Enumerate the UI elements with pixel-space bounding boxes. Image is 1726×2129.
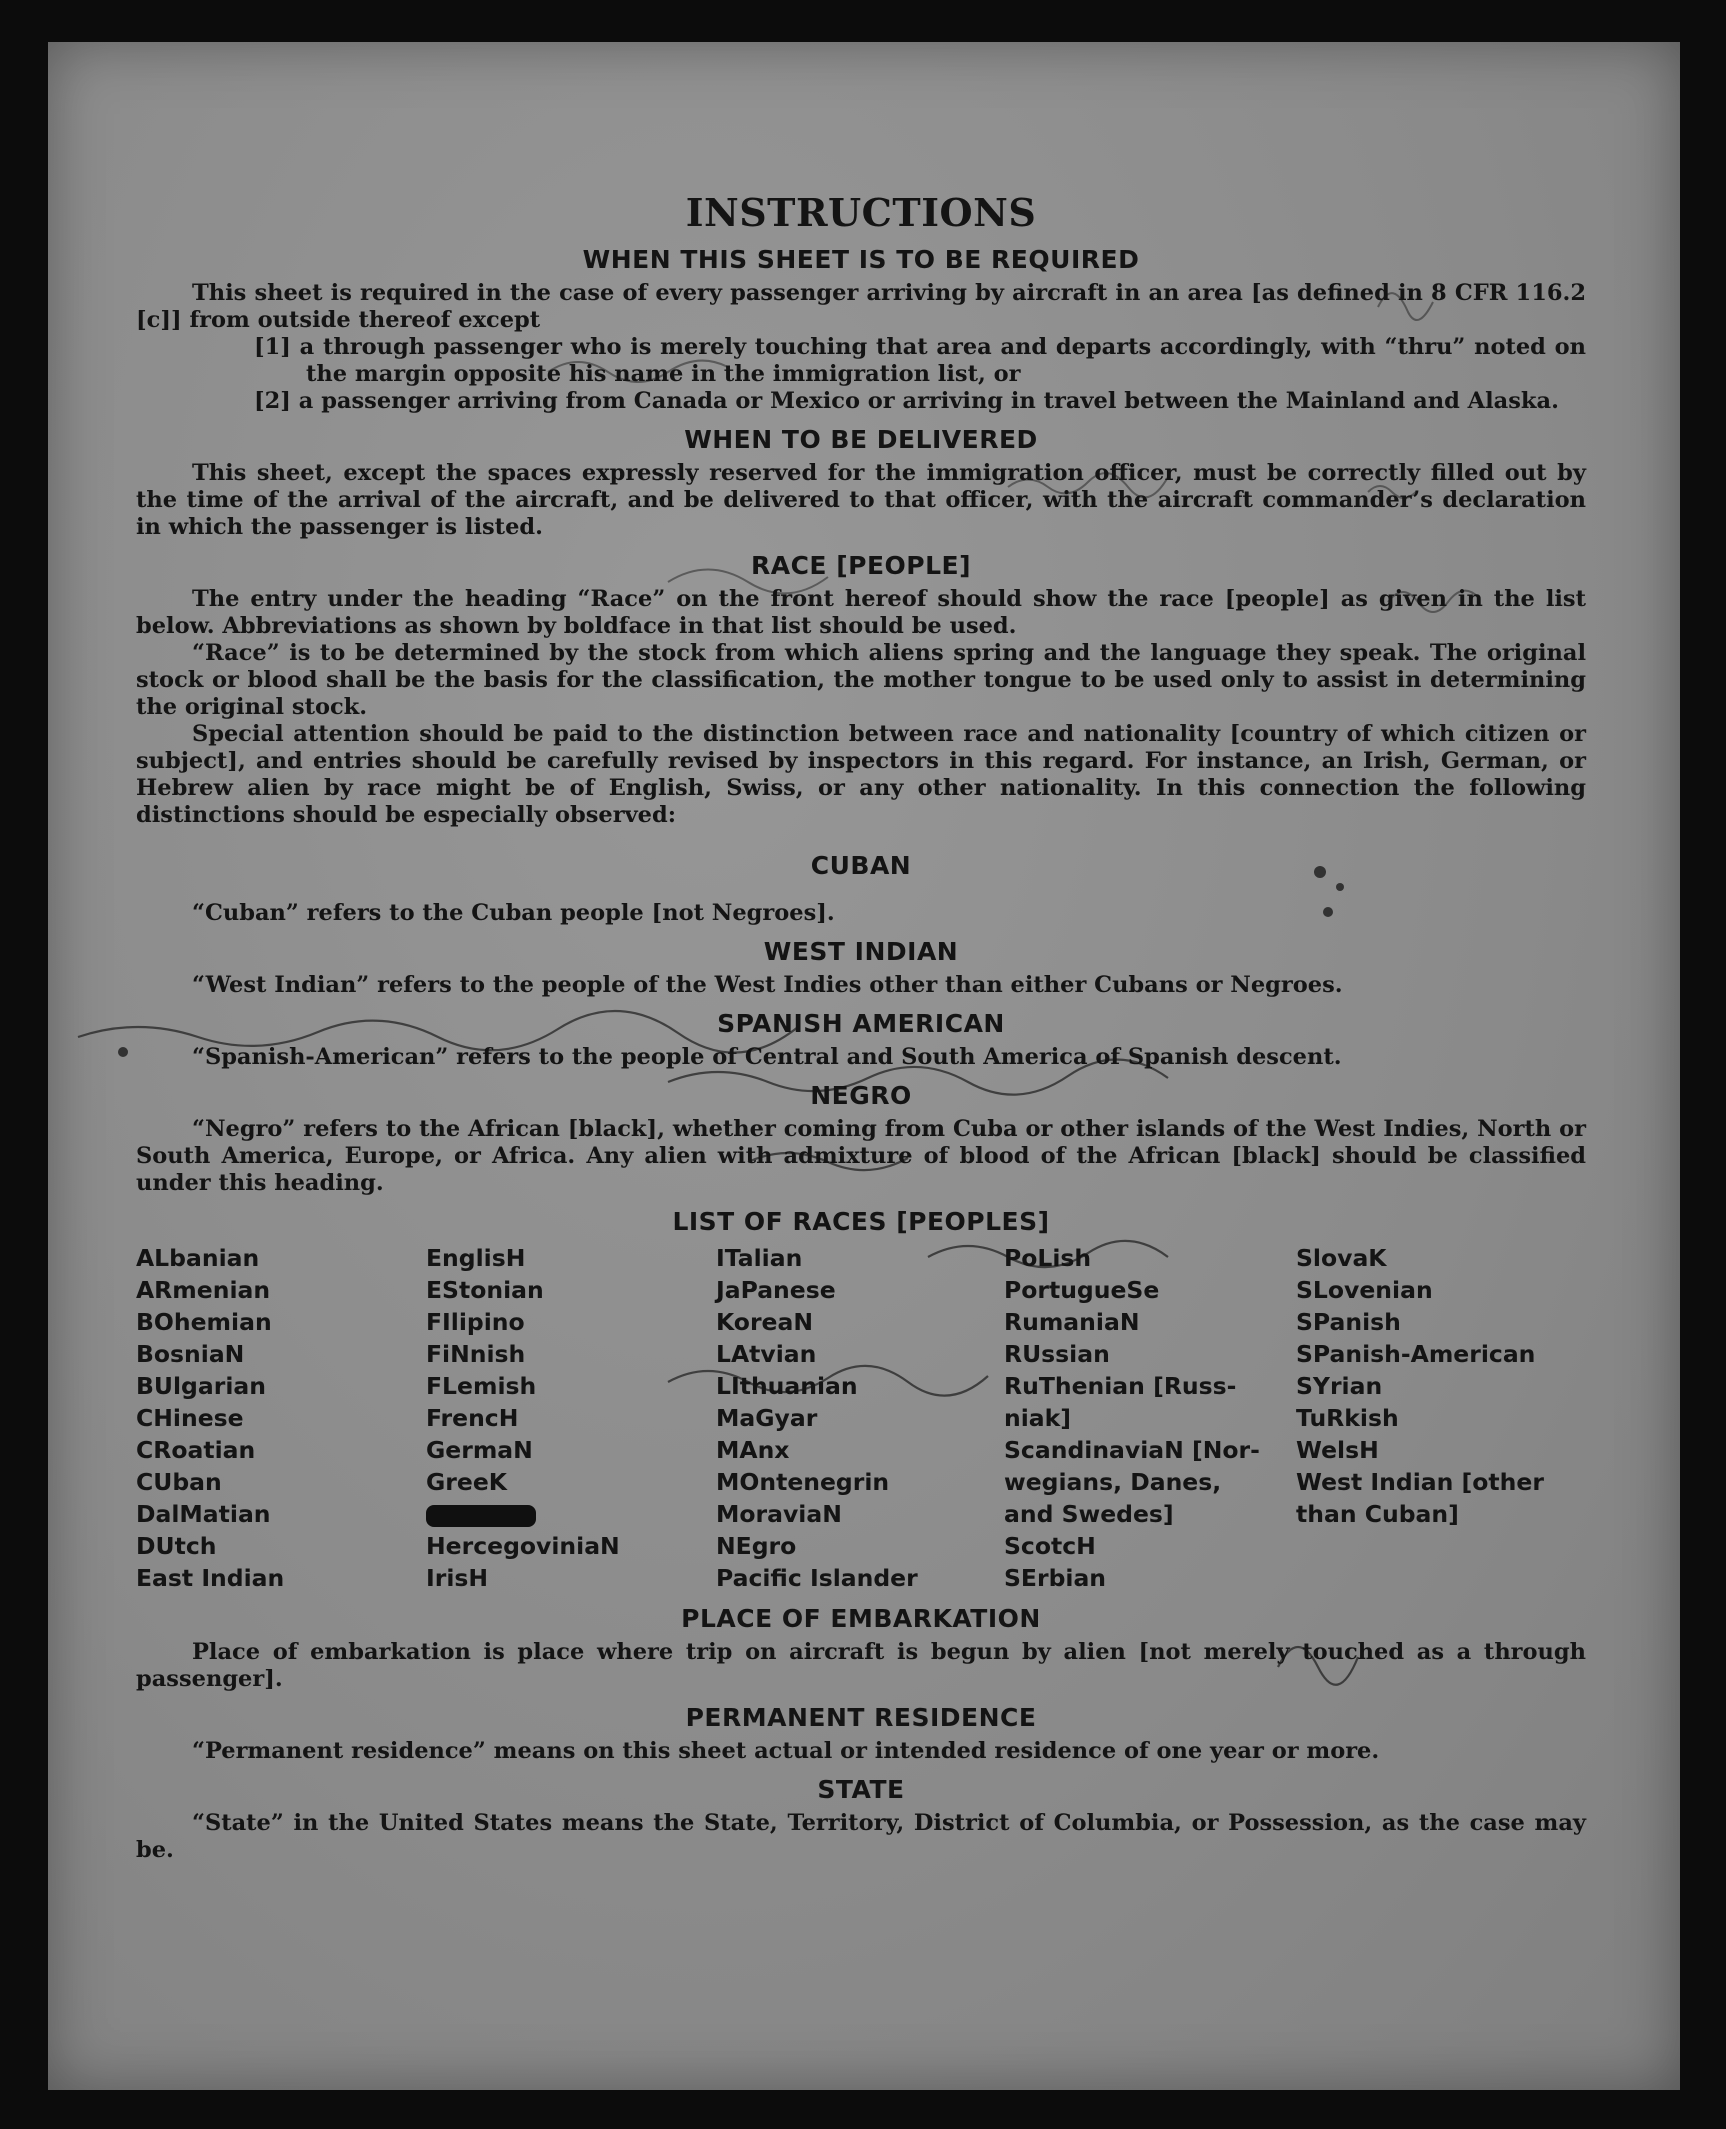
race-paragraph-1: The entry under the heading “Race” on the front hereof should show the race [people] as given in the list below. Abbreviations as shown by boldface in that list should be used. [136,586,1586,639]
race-entry: GermaN [426,1436,533,1464]
race-entry: FLemish [426,1372,537,1400]
permanent-residence-text: “Permanent residence” means on this sheet actual or intended residence of one year or more. [192,1738,1380,1764]
race-entry: MAnx [716,1436,790,1464]
spanish-american-text: “Spanish-American” refers to the people of Central and South America of Spanish descent. [192,1044,1342,1070]
race-entry: ARmenian [136,1276,271,1304]
race-paragraph-3: Special attention should be paid to the distinction between race and nationality [country of which citizen or subject], and entries should be carefully revised by inspectors in this regard. For instance, an Irish, German, or Hebrew alien by race might be of English, Swiss, or any other nationality. In this connection the following distinctions should be especially observed: [136,721,1586,828]
race-entry: BUlgarian [136,1372,266,1400]
race-entry: RUssian [1004,1340,1110,1368]
instructions-content [136,146,1586,1864]
heading-permanent-residence: PERMANENT RESIDENCE [685,1703,1037,1732]
race-entry: JaPanese [716,1276,836,1304]
race-entry: PoLish [1004,1244,1092,1272]
race-entry: CUban [136,1468,222,1496]
race-entry: ScotcH [1004,1532,1096,1560]
heading-west-indian: WEST INDIAN [763,937,959,966]
race-entry: WelsH [1296,1436,1379,1464]
state-text: “State” in the United States means the State, Territory, District of Columbia, or Possession, as the case may be. [136,1810,1586,1863]
race-entry: Pacific Islander [716,1564,918,1592]
race-entry: East Indian [136,1564,285,1592]
heading-race: RACE [PEOPLE] [750,551,972,580]
race-entry: RuThenian [Russ- niak] [1004,1372,1237,1432]
race-entry: RumaniaN [1004,1308,1140,1336]
race-entry: EnglisH [426,1244,526,1272]
race-entry: SPanish [1296,1308,1401,1336]
document-sheet [48,42,1680,2090]
when-required-item-1: [1] a through passenger who is merely touching that area and departs accordingly, with “thru” noted on the margin opposite his name in the immigration list, or [254,334,1586,387]
when-required-intro: This sheet is required in the case of every passenger arriving by aircraft in an area [as defined in 8 CFR 116.2 [c]] from outside thereof except [136,280,1586,333]
race-entry: GreeK [426,1468,507,1496]
races-list [136,1242,1586,1594]
races-column-2 [426,1242,716,1594]
race-entry: MoraviaN [716,1500,842,1528]
heading-embarkation: PLACE OF EMBARKATION [681,1604,1041,1633]
races-column-3 [716,1242,1004,1594]
race-entry: FiNnish [426,1340,526,1368]
race-entry: SPanish-American [1296,1340,1536,1368]
embarkation-text: Place of embarkation is place where trip on aircraft is begun by alien [not merely touched as a through passenger]. [136,1639,1586,1692]
when-required-item-2: [2] a passenger arriving from Canada or Mexico or arriving in travel between the Mainland and Alaska. [254,388,1559,414]
race-entry: DUtch [136,1532,217,1560]
race-entry: FIlipino [426,1308,525,1336]
race-entry: ALbanian [136,1244,260,1272]
race-entry: DalMatian [136,1500,271,1528]
negro-text: “Negro” refers to the African [black], whether coming from Cuba or other islands of the West Indies, North or South America, Europe, or Africa. Any alien with admixture of blood of the African [black] should be classified under this heading. [136,1116,1586,1196]
race-entry: SLovenian [1296,1276,1433,1304]
race-entry: SlovaK [1296,1244,1387,1272]
race-paragraph-2: “Race” is to be determined by the stock from which aliens spring and the language they speak. The original stock or blood shall be the basis for the classification, the mother tongue to be used only to assist in determining the original stock. [136,640,1586,720]
page-title: INSTRUCTIONS [685,190,1037,235]
race-entry: BOhemian [136,1308,272,1336]
cuban-text: “Cuban” refers to the Cuban people [not Negroes]. [192,900,835,926]
races-column-5 [1296,1242,1586,1594]
race-entry: FrencH [426,1404,519,1432]
race-entry: SYrian [1296,1372,1383,1400]
race-entry: CHinese [136,1404,244,1432]
race-entry: HercegoviniaN [426,1532,620,1560]
race-entry: ScandinaviaN [Nor- wegians, Danes, and Swedes] [1004,1436,1260,1528]
heading-spanish-american: SPANISH AMERICAN [717,1009,1005,1038]
race-entry: KoreaN [716,1308,813,1336]
race-entry: LAtvian [716,1340,817,1368]
heading-list-of-races: LIST OF RACES [PEOPLES] [672,1207,1050,1236]
race-entry: CRoatian [136,1436,256,1464]
race-entry: TuRkish [1296,1404,1399,1432]
race-entry: MaGyar [716,1404,818,1432]
heading-when-required: WHEN THIS SHEET IS TO BE REQUIRED [582,245,1140,274]
race-entry: IrisH [426,1564,489,1592]
heading-when-delivered: WHEN TO BE DELIVERED [684,425,1038,454]
heading-negro: NEGRO [810,1081,912,1110]
race-entry: SErbian [1004,1564,1107,1592]
heading-cuban: CUBAN [810,851,912,880]
races-column-1 [136,1242,426,1594]
races-column-4 [1004,1242,1296,1594]
race-entry: West Indian [other than Cuban] [1296,1468,1544,1528]
race-entry: BosniaN [136,1340,245,1368]
race-entry: ITalian [716,1244,803,1272]
when-delivered-text: This sheet, except the spaces expressly reserved for the immigration officer, must be correctly filled out by the time of the arrival of the aircraft, and be delivered to that officer, with the aircraft commander’s declaration in which the passenger is listed. [136,460,1586,540]
west-indian-text: “West Indian” refers to the people of the West Indies other than either Cubans or Negroes. [192,972,1343,998]
race-entry: MOntenegrin [716,1468,890,1496]
redacted-entry [426,1505,536,1527]
race-entry: NEgro [716,1532,797,1560]
race-entry: EStonian [426,1276,544,1304]
race-entry: PortugueSe [1004,1276,1160,1304]
race-entry: LIthuanian [716,1372,858,1400]
heading-state: STATE [817,1775,905,1804]
race-entry [426,1498,716,1530]
